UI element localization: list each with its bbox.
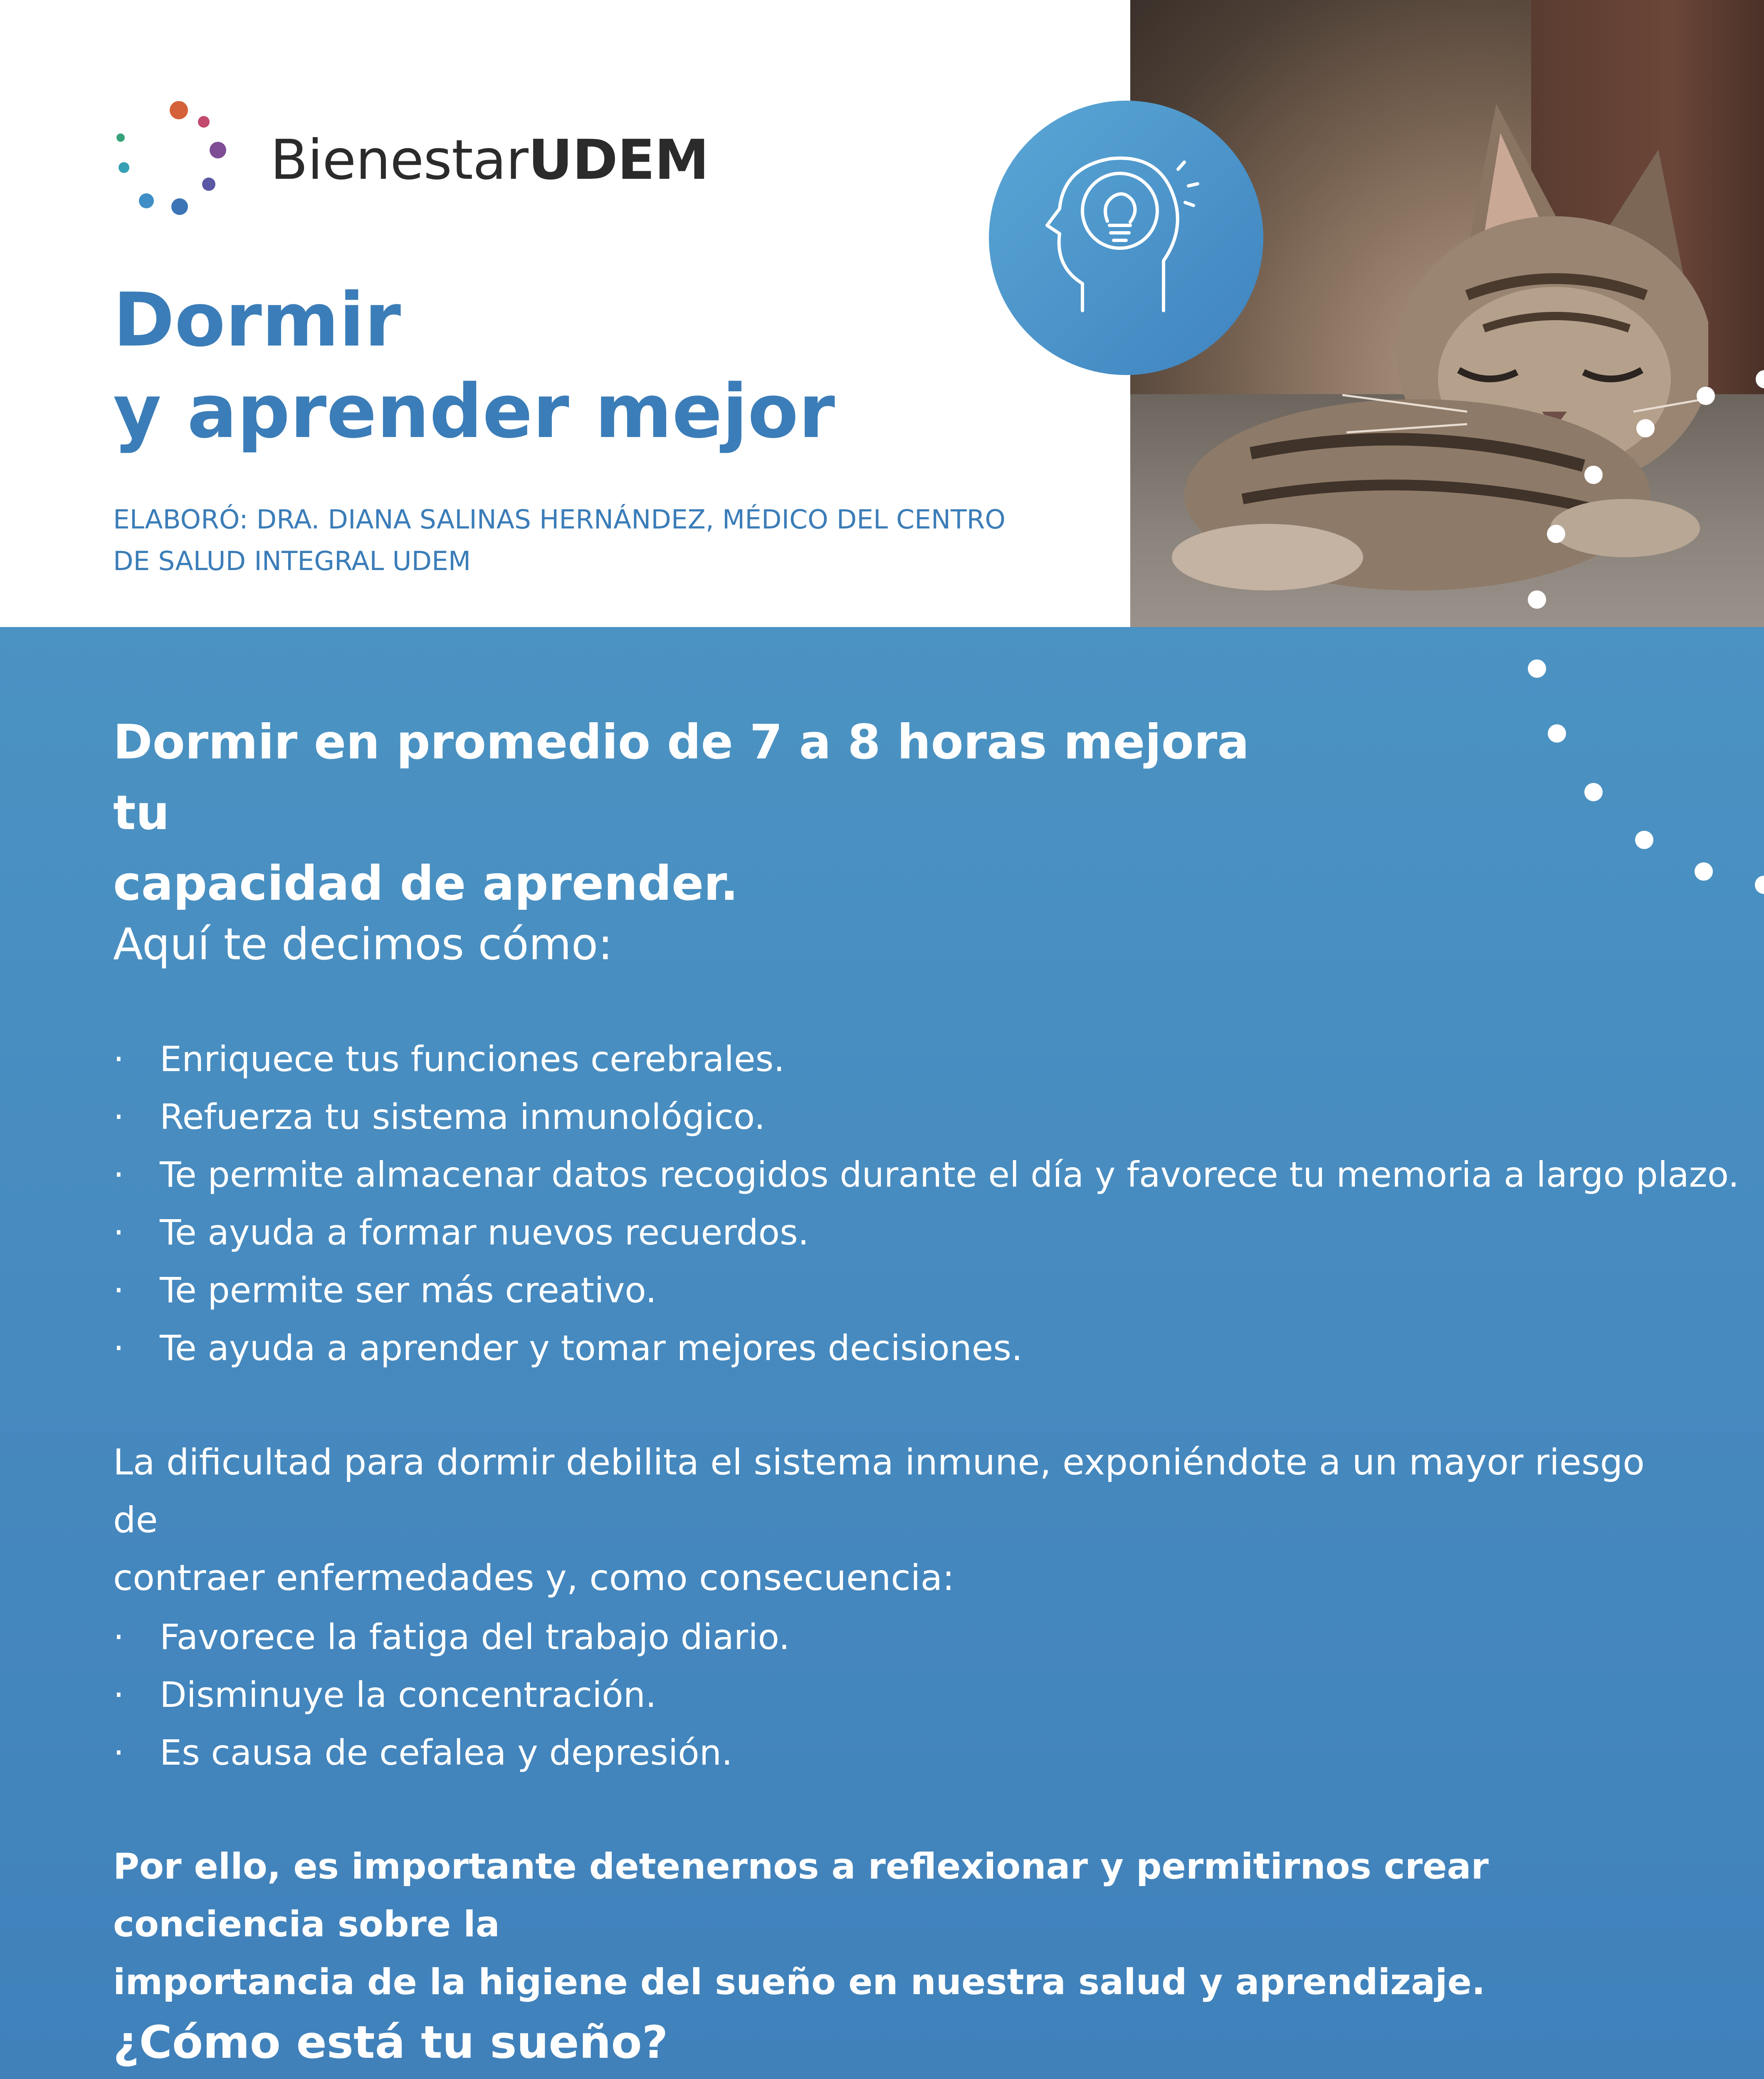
closing-line-2: importancia de la higiene del sueño en nuestra salud y aprendizaje.: [113, 1961, 1485, 2003]
list-item: · Favorece la fatiga del trabajo diario.: [113, 1608, 790, 1666]
risk-paragraph: [113, 1434, 1677, 1607]
closing-paragraph: [113, 1838, 1693, 2011]
list-item: · Enriquece tus funciones cerebrales.: [113, 1030, 1739, 1088]
main-headline: [113, 707, 1319, 919]
list-item: · Te permite ser más creativo.: [113, 1262, 1739, 1319]
paragraph-line-2: contraer enfermedades y, como consecuencia:: [113, 1557, 955, 1599]
closing-question: ¿Cómo está tu sueño?: [113, 2017, 668, 2069]
bienestar-logo-icon: [109, 94, 238, 222]
brand-name-bold: UDEM: [528, 128, 709, 192]
brand-name-light: Bienestar: [270, 128, 528, 192]
headline-line-1: Dormir en promedio de 7 a 8 horas mejora tu: [113, 714, 1250, 840]
title-line-2: y aprender mejor: [113, 368, 835, 454]
paragraph-line-1: La dificultad para dormir debilita el sistema inmune, exponiéndote a un mayor riesgo de: [113, 1442, 1645, 1541]
head-lightbulb-icon: [989, 101, 1263, 375]
list-item: · Disminuye la concentración.: [113, 1666, 790, 1724]
closing-line-1: Por ello, es importante detenernos a reflexionar y permitirnos crear conciencia sobre la: [113, 1846, 1489, 1945]
title-line-1: Dormir: [113, 277, 401, 363]
list-item: · Te ayuda a formar nuevos recuerdos.: [113, 1204, 1739, 1262]
list-item: · Refuerza tu sistema inmunológico.: [113, 1088, 1739, 1146]
headline-line-2: capacidad de aprender.: [113, 856, 739, 911]
lead-text: Aquí te decimos cómo:: [113, 919, 613, 970]
byline-line-1: ELABORÓ: DRA. DIANA SALINAS HERNÁNDEZ, MÉDICO DEL CENTRO: [113, 504, 1006, 535]
list-item: · Te ayuda a aprender y tomar mejores decisiones.: [113, 1319, 1739, 1377]
list-item: · Te permite almacenar datos recogidos durante el día y favorece tu memoria a largo plazo.: [113, 1146, 1739, 1204]
consequences-list: [113, 1608, 790, 1782]
page-title: [113, 274, 835, 457]
byline-line-2: DE SALUD INTEGRAL UDEM: [113, 546, 471, 576]
benefits-list: [113, 1030, 1739, 1377]
brand-name: [270, 128, 709, 192]
list-item: · Es causa de cefalea y depresión.: [113, 1724, 790, 1782]
author-byline: [113, 499, 1006, 582]
